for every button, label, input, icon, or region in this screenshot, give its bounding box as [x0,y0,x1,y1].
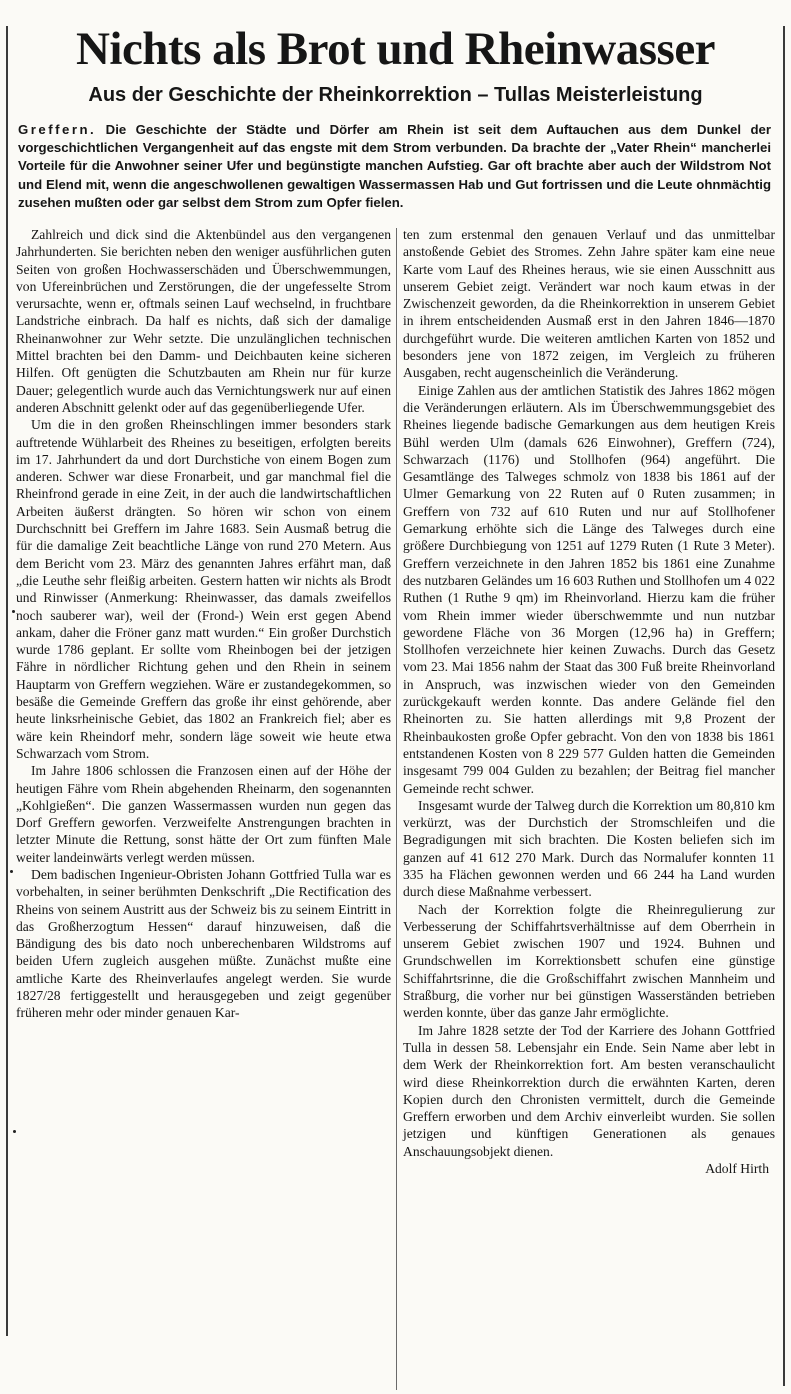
paragraph: Nach der Korrektion folgte die Rheinregulierung zur Verbesserung der Schiffahrtsverhältnisse auf dem Oberrhein in unserem Gebiet zwischen 1907 und 1924. Buhnen und Grundschwellen im Korrektionsbett schufen eine günstige Schiffahrtsrinne, die die Großschiffahrt zwischen Mannheim und Straßburg, die vorher nur bei günstigen Wasserständen betrieben werden konnte, über das ganze Jahr ermöglichte. [403,901,775,1021]
left-column [16,226,391,1022]
right-column [403,226,775,1177]
lead-text: Die Geschichte der Städte und Dörfer am Rhein ist seit dem Auftauchen aus dem Dunkel der vorgeschichtlichen Vergangenheit auf das engste mit dem Strom verbunden. Da brachte der „Vater Rhein“ mancherlei Vorteile für die Anwohner seiner Ufer und begünstigte manchen Aufstieg. Gar oft brachte aber auch der Wildstrom Not und Elend mit, wenn die angeschwollenen gewaltigen Wassermassen Hab und Gut fortrissen und die Leute ohnmächtig zusehen mußten oder gar selbst dem Strom zum Opfer fielen. [18,122,771,210]
scan-speck [13,1130,16,1133]
right-border-rule [783,26,785,1386]
paragraph: Zahlreich und dick sind die Aktenbündel aus den vergangenen Jahrhunderten. Sie berichten neben den weniger ausführlichen guten Seiten von großen Hochwasserschäden und Überschwemmungen, von Ufereinbrüchen und Zerstörungen, die der ungefesselte Strom verursachte, wenn er, oftmals seinen Lauf wechselnd, in fruchtbare Landstriche einbrach. Da half es nichts, daß sich der damalige Rheinanwohner zur Wehr setzte. Die unzulänglichen technischen Mittel brachten bei den Damm- und Deichbauten keine sicheren Hilfen. Oft genügten die Schutzbauten am Rhein nur für kurze Dauer; gelegentlich wurde auch das Vernichtungswerk nur auf einen anderen Abschnitt gelenkt oder auf das gegenüberliegende Ufer. [16,227,391,415]
paragraph: ten zum erstenmal den genauen Verlauf und das unmittelbar anstoßende Gebiet des Stromes. Zehn Jahre später kam eine neue Karte vom Lauf des Rheines heraus, wie sie einen Ausschnitt aus unserem Gebiet zeigt. Verändert war noch kaum etwas in der Zwischenzeit geworden, da die Rheinkorrektion in unserem Gebiet in ihrem entscheidenden Ausmaß erst in den Jahren 1846—1870 durchgeführt wurde. Die weiteren amtlichen Karten von 1852 und besonders jene von 1872 zeigen, im Vergleich zu früheren Ausgaben, recht augenscheinlich die Veränderung. [403,227,775,381]
scan-speck [10,870,13,873]
author-signature: Adolf Hirth [705,1161,769,1177]
paragraph: Um die in den großen Rheinschlingen immer besonders stark auftretende Wühlarbeit des Rheines zu beseitigen, erfolgten bereits im 17. Jahrhundert da und dort Durchstiche von einem Bogen zum anderen. Schwer war diese Fronarbeit, und gar manchmal fiel die Rheinfrond gerade in eine Zeit, in der auch die landwirtschaftlichen Arbeiten äußerst drängten. So hören wir schon von einem Durchschnitt bei Greffern im Jahre 1683. Sein Ausmaß betrug die für die damalige Zeit beachtliche Länge von rund 270 Metern. Aus dem Bericht vom 23. März des genannten Jahres erfährt man, daß „die Leuthe sehr fleißig arbeiten. Gestern hatten wir nichts als Brodt und Rinwisser (Anmerkung: Rheinwasser, das damals zweifellos noch sauberer war), weil der (Frond-) Wein erst gegen Abend ankam, daher die Fröner ganz matt wurden.“ Ein großer Durchstich wurde 1786 geplant. Er sollte vom Rheinbogen bei der jetzigen Fähre in nördlicher Richtung gehen und den Rhein in seinem Hauptarm von Greffern wegziehen. Wäre er zustandegekommen, so besäße die Gemeinde Greffern das große ihr einst gehörende, aber heute linksrheinische Gebiet, das 1802 an Frankreich fiel; aber es wäre kein Rheindorf mehr, sondern läge soweit wie heute etwa Schwarzach vom Strom. [16,417,391,761]
paragraph: Einige Zahlen aus der amtlichen Statistik des Jahres 1862 mögen die Veränderungen erläutern. Als im Überschwemmungsgebiet des Rheines liegende badische Gemarkungen aus dem heutigen Kreis Bühl werden Ulm (damals 626 Einwohner), Greffern (724), Schwarzach (1176) und Stollhofen (964) angeführt. Die Gesamtlänge des Talweges schmolz von 1838 bis 1861 auf der Ulmer Gemarkung von 22 Ruten auf 0 Ruten zusammen; in Greffern von 732 auf 610 Ruten und nur auf Stollhofener Gemarkung erhöhte sich die Länge des Talweges durch eine größere Durchbiegung von 1251 auf 1279 Ruten (1 Rute 3 Meter). Greffern verzeichnete in den Jahren 1852 bis 1861 eine Zunahme des nutzbaren Geländes um 16 603 Ruthen und Stollhofen um 4 022 Ruthen (1 Ruthe 9 qm) im Rheinvorland. Hierzu kam die früher vom Rhein immer wieder überschwemmte und nun nutzbar gewordene Fläche von 36 Morgen (12,96 ha) in Greffern; Stollhofen verzeichnete hier keinen Zuwachs. Durch das Gesetz vom 23. Mai 1856 nahm der Staat das 300 Fuß breite Rheinvorland in Anspruch, was inzwischen wieder von den Gemeinden zurückgekauft werden konnte. Das andere Gelände fiel den Rheinorten zu. Sie hatten allerdings mit 9,8 Prozent der Rheinbaukosten große Opfer gebracht. Von den von 1838 bis 1861 entstandenen Kosten von 8 229 577 Gulden hatten die Gemeinden insgesamt 799 004 Gulden zu bezahlen; der Beitrag fiel mancher Gemeinde recht schwer. [403,382,775,796]
left-border-rule [6,26,8,1336]
article-lead [18,121,771,212]
column-divider [396,228,397,1390]
paragraph: Insgesamt wurde der Talweg durch die Korrektion um 80,810 km verkürzt, was der Durchstich der Stromschleifen und die Begradigungen mit sich brachten. Die Kosten beliefen sich im ganzen auf 41 612 270 Mark. Durch das Normalufer konnten 11 335 ha Flächen gewonnen werden und 66 244 ha Land wurden durch diese Maßnahme verbessert. [403,797,775,900]
paragraph: Im Jahre 1828 setzte der Tod der Karriere des Johann Gottfried Tulla in dessen 58. Lebensjahr ein Ende. Sein Name aber lebt in dem Werk der Rheinkorrektion fort. Am besten veranschaulicht wird diese Rheinkorrektion durch die erwähnten Karten, deren Kopien durch den Chronisten vermittelt, durch die Gemeinde Greffern erworben und dem Archiv einverleibt wurden. Sie sollen jetzigen und künftigen Generationen als genaues Anschauungsobjekt dienen. [403,1022,775,1159]
paragraph: Dem badischen Ingenieur-Obristen Johann Gottfried Tulla war es vorbehalten, in seiner berühmten Denkschrift „Die Rectification des Rheins von seinem Austritt aus der Schweiz bis zu seinem Eintritt in das Großherzogtum Hessen“ darauf hinzuweisen, daß die Bändigung des bis dato noch unberechenbaren Wildstroms auf beiden Ufern zugleich ausgehen müßte. Zunächst mußte eine amtliche Karte des Rheinverlaufes angelegt werden. Sie wurde 1827/28 fertiggestellt und herausgegeben und zeigt gegenüber früheren mehr oder minder genauen Kar- [16,866,391,1021]
scan-speck [12,610,15,613]
paragraph: Im Jahre 1806 schlossen die Franzosen einen auf der Höhe der heutigen Fähre vom Rhein abgehenden Rheinarm, den sogenannten „Kohlgießen“. Die ganzen Wassermassen wurden nun gegen das Dorf Greffern geworfen. Verzweifelte Anstrengungen brachten in letzter Minute die Rettung, sonst hätte der Ort zum fünften Male weiter landeinwärts verlegt werden müssen. [16,763,391,865]
article-headline: Nichts als Brot und Rheinwasser [75,23,716,75]
dateline-place: Greffern. [18,122,97,137]
article-subheadline: Aus der Geschichte der Rheinkorrektion – Tullas Meisterleistung [88,84,703,106]
